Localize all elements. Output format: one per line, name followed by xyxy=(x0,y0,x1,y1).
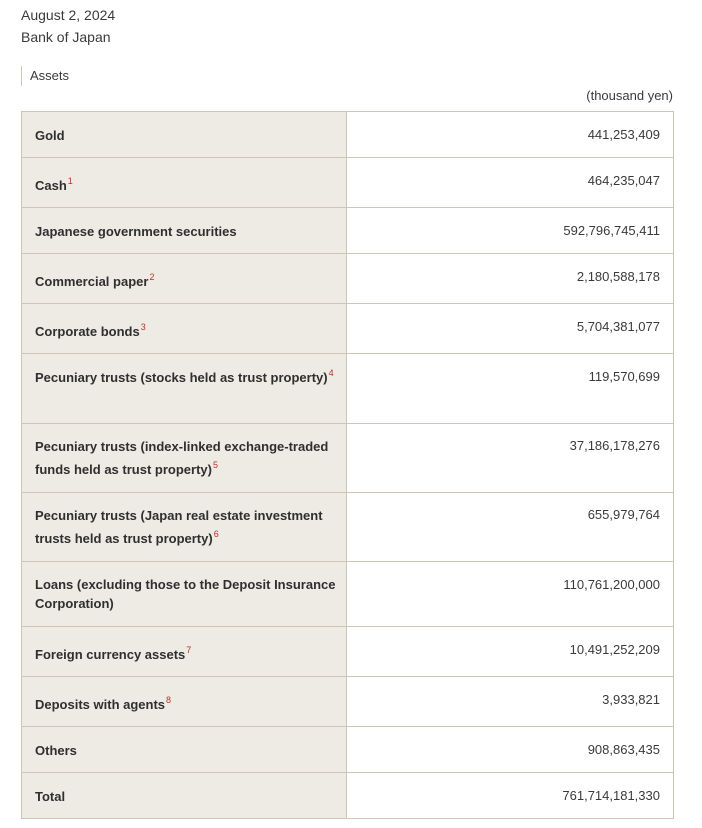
row-label-cell xyxy=(22,773,347,819)
row-value: 3,933,821 xyxy=(602,692,660,707)
row-label-cell xyxy=(22,254,347,304)
table-row xyxy=(22,112,674,158)
row-label-cell xyxy=(22,158,347,208)
row-label: Loans (excluding those to the Deposit Insurance Corporation) xyxy=(35,577,336,611)
row-value: 37,186,178,276 xyxy=(569,438,660,453)
footnote-marker[interactable]: 4 xyxy=(328,368,334,378)
row-value: 441,253,409 xyxy=(587,127,660,142)
row-value: 592,796,745,411 xyxy=(563,223,660,238)
row-label-cell xyxy=(22,677,347,727)
row-label-cell xyxy=(22,562,347,627)
assets-table xyxy=(21,111,674,819)
row-value-cell xyxy=(347,773,674,819)
table-row xyxy=(22,304,674,354)
footnote-marker[interactable]: 8 xyxy=(166,695,172,705)
row-value: 761,714,181,330 xyxy=(562,788,660,803)
row-label-cell xyxy=(22,208,347,254)
table-row xyxy=(22,254,674,304)
row-value-cell xyxy=(347,112,674,158)
organization-name: Bank of Japan xyxy=(21,29,111,45)
row-value-cell xyxy=(347,677,674,727)
row-label: Gold xyxy=(35,128,65,143)
table-row xyxy=(22,208,674,254)
row-value-cell xyxy=(347,493,674,562)
row-label: Commercial paper xyxy=(35,274,149,289)
row-value-cell xyxy=(347,424,674,493)
row-value: 10,491,252,209 xyxy=(569,642,660,657)
row-label: Corporate bonds xyxy=(35,324,140,339)
footnote-marker[interactable]: 3 xyxy=(140,322,146,332)
row-label: Foreign currency assets xyxy=(35,647,186,662)
row-value: 908,863,435 xyxy=(587,742,660,757)
row-label-cell xyxy=(22,727,347,773)
row-label: Pecuniary trusts (Japan real estate investment trusts held as trust property) xyxy=(35,508,323,546)
row-value-cell xyxy=(347,627,674,677)
row-value: 119,570,699 xyxy=(588,369,660,384)
row-label: Japanese government securities xyxy=(35,224,237,239)
row-label: Total xyxy=(35,789,66,804)
table-row xyxy=(22,677,674,727)
row-value-cell xyxy=(347,354,674,424)
table-row xyxy=(22,354,674,424)
row-label-cell xyxy=(22,112,347,158)
row-label-cell xyxy=(22,424,347,493)
report-date: August 2, 2024 xyxy=(21,7,116,23)
table-row xyxy=(22,158,674,208)
row-label-cell xyxy=(22,354,347,424)
row-value: 464,235,047 xyxy=(587,173,660,188)
footnote-marker[interactable]: 1 xyxy=(67,176,73,186)
table-row-total xyxy=(22,773,674,819)
row-label-cell xyxy=(22,627,347,677)
row-value-cell xyxy=(347,158,674,208)
row-value-cell xyxy=(347,304,674,354)
row-value: 2,180,588,178 xyxy=(576,269,660,284)
table-row xyxy=(22,627,674,677)
table-row xyxy=(22,493,674,562)
footnote-marker[interactable]: 5 xyxy=(212,460,218,470)
row-label-cell xyxy=(22,304,347,354)
row-value-cell xyxy=(347,254,674,304)
row-value: 655,979,764 xyxy=(587,507,660,522)
row-label: Cash xyxy=(35,178,67,193)
table-row xyxy=(22,424,674,493)
row-value-cell xyxy=(347,208,674,254)
footnote-marker[interactable]: 2 xyxy=(149,272,155,282)
row-value-cell xyxy=(347,562,674,627)
footnote-marker[interactable]: 6 xyxy=(213,529,219,539)
unit-label: (thousand yen) xyxy=(586,88,673,103)
row-label: Pecuniary trusts (stocks held as trust property) xyxy=(35,370,328,385)
table-row xyxy=(22,727,674,773)
row-label: Deposits with agents xyxy=(35,697,166,712)
row-value: 110,761,200,000 xyxy=(563,577,660,592)
footnote-marker[interactable]: 7 xyxy=(186,645,192,655)
row-label-cell xyxy=(22,493,347,562)
table-row xyxy=(22,562,674,627)
row-value: 5,704,381,077 xyxy=(576,319,660,334)
section-heading: Assets xyxy=(21,66,69,86)
row-value-cell xyxy=(347,727,674,773)
row-label: Others xyxy=(35,743,77,758)
row-label: Pecuniary trusts (index-linked exchange-traded funds held as trust property) xyxy=(35,439,329,477)
